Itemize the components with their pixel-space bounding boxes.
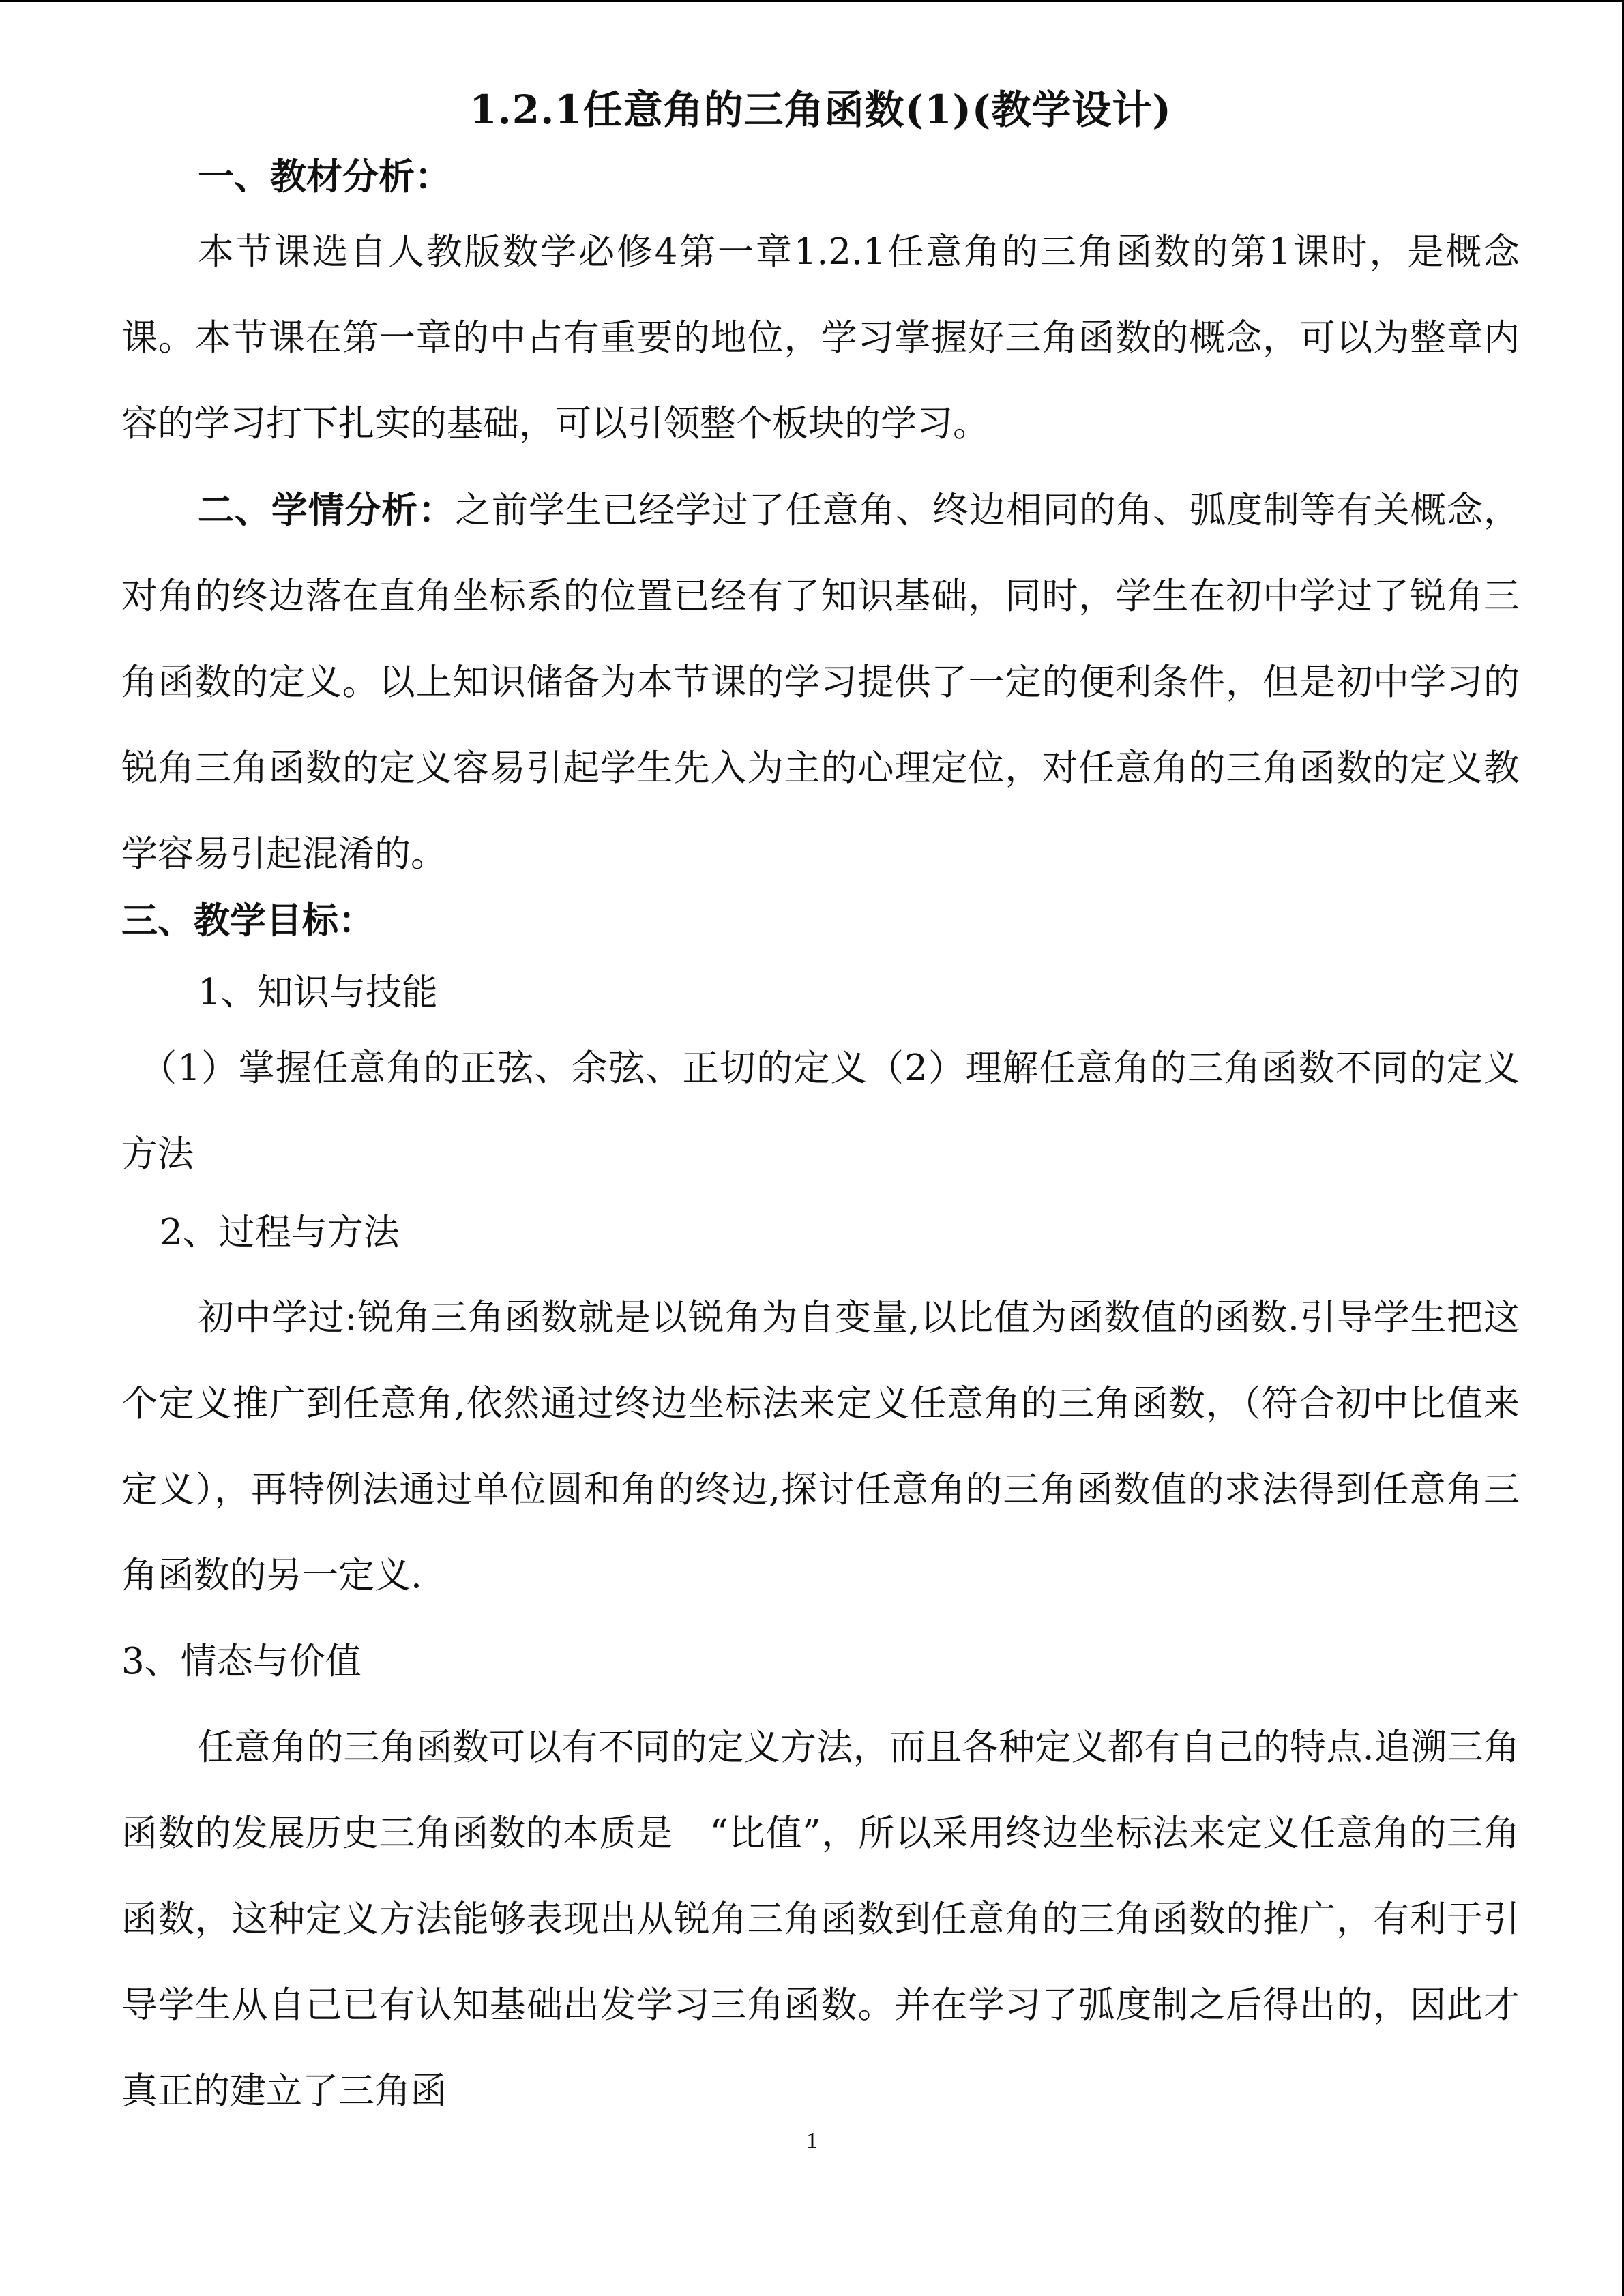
section-student-analysis [121,467,1520,897]
section-heading-material-analysis: 一、教材分析： [198,155,451,198]
subbody-process-methods: 初中学过:锐角三角函数就是以锐角为自变量,以比值为函数值的函数.引导学生把这个定义推广到任意角,依然通过终边坐标法来定义任意角的三角函数，（符合初中比值来定义），再特例法通过单位圆和角的终边,探讨任意角的三角函数值的求法得到任意角三角函数的另一定义. [121,1297,1520,1596]
subbody-emotion-values: 任意角的三角函数可以有不同的定义方法，而且各种定义都有自己的特点.追溯三角函数的发展历史三角函数的本质是 “比值”，所以采用终边坐标法来定义任意角的三角函数，这种定义方法能够表现出从锐角三角函数到任意角的三角函数的推广，有利于引导学生从自己已有认知基础出发学习三角函数。并在学习了弧度制之后得出的，因此才真正的建立了三角函 [121,1727,1520,2112]
subheading-knowledge-skills: 1、知识与技能 [198,972,438,1013]
section-heading-teaching-goals: 三、教学目标： [121,899,374,942]
subheading-process-methods: 2、过程与方法 [160,1212,400,1253]
document-content [121,83,1520,2134]
subbody-knowledge-skills: （1）掌握任意角的正弦、余弦、正切的定义（2）理解任意角的三角函数不同的定义方法 [121,1047,1520,1175]
document-title: 1.2.1任意角的三角函数(1)(教学设计) [469,87,1172,133]
section-label-student-analysis: 二、学情分析： [198,489,455,531]
section-body-material-analysis: 本节课选自人教版数学必修4第一章1.2.1任意角的三角函数的第1课时，是概念课。本节课在第一章的中占有重要的地位，学习掌握好三角函数的概念，可以为整章内容的学习打下扎实的基础，可以引领整个板块的学习。 [121,231,1520,445]
page-number: 1 [806,2128,818,2153]
subheading-emotion-values: 3、情态与价值 [121,1641,361,1682]
section-body-student-analysis: 之前学生已经学过了任意角、终边相同的角、弧度制等有关概念，对角的终边落在直角坐标系的位置已经有了知识基础，同时，学生在初中学过了锐角三角函数的定义。以上知识储备为本节课的学习提供了一定的便利条件，但是初中学习的锐角三角函数的定义容易引起学生先入为主的心理定位，对任意角的三角函数的定义教学容易引起混淆的。 [121,490,1520,875]
